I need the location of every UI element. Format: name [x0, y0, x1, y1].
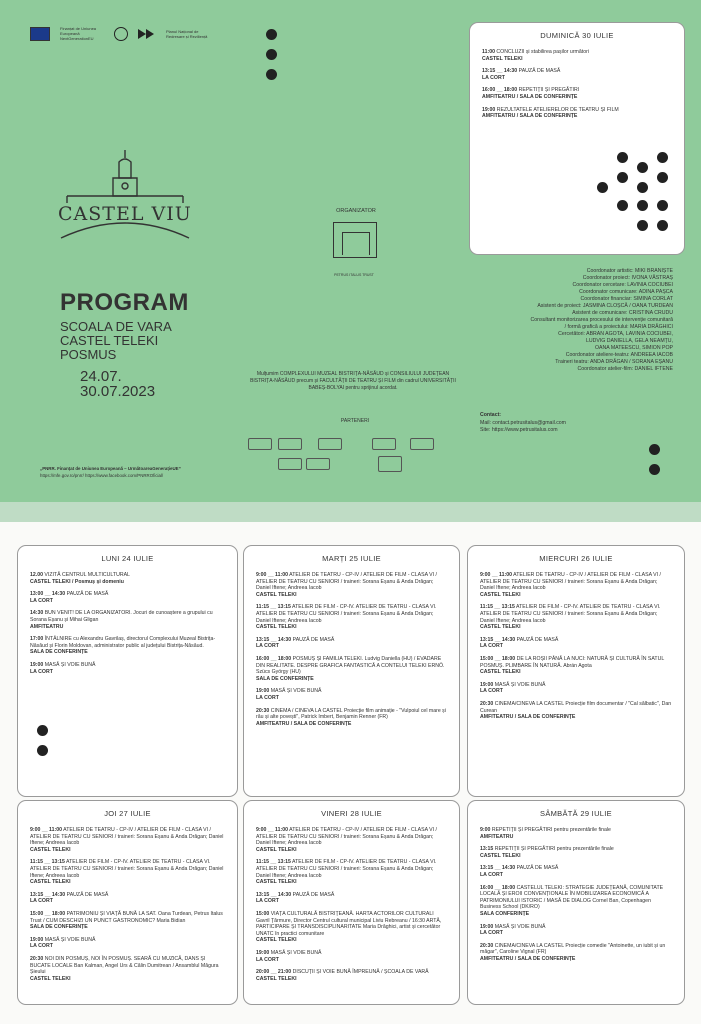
day-title: LUNI 24 IULIE	[101, 554, 154, 563]
event-location: AMFITEATRU	[480, 833, 514, 840]
schedule-event	[480, 924, 672, 937]
event-time: 20:30	[256, 707, 270, 714]
schedule-event	[482, 49, 672, 62]
schedule-event	[482, 68, 672, 81]
eu-flag-icon	[30, 27, 50, 41]
schedule-event	[30, 859, 225, 885]
schedule-event	[30, 911, 225, 931]
event-location: SALA DE CONFERINȚE	[30, 924, 88, 931]
event-location: LA CORT	[256, 694, 279, 701]
event-time: 19:00	[480, 681, 494, 688]
schedule-event	[480, 701, 672, 721]
schedule-event	[480, 943, 672, 963]
program-dates	[80, 369, 155, 399]
event-text: PAUZĂ DE MASĂ	[65, 891, 109, 898]
dot-icon	[617, 172, 628, 183]
partner-logo-icon	[306, 458, 330, 470]
event-text: ATELIER DE FILM - CP-IV. ATELIER DE TEATRU - CLASA VI. ATELIER DE TEATRU CU SENIORI / traineri: Sorana Eșanu & Anda Drăgan; Daniel Iftene; Andreea Iacob	[256, 859, 437, 879]
organizer-caption: PETRUS ITALUS TRUST	[334, 273, 374, 277]
event-time: 11:15 __ 13:15	[256, 604, 291, 611]
event-location: LA CORT	[256, 898, 279, 905]
day-title: MIERCURI 26 IULIE	[539, 554, 613, 563]
coordinator-line: Coordonator atelier-film: DANIEL IFTENE	[577, 366, 673, 372]
coordinator-line: Coordonator cercetare: LAVINIA COCIUBEI	[572, 282, 673, 288]
event-location: CASTEL TELEKI	[482, 55, 523, 62]
event-time: 15:00 __ 18:00	[30, 910, 66, 917]
schedule-event	[256, 892, 447, 905]
program-subtitle	[60, 320, 260, 362]
partner-logo-icon	[378, 456, 402, 472]
dot-icon	[649, 444, 660, 455]
event-time: 11:00	[482, 49, 495, 55]
event-text: NOI DIN POSMUȘ, NOI ÎN POSMUȘ. SEARĂ CU MUZICĂ, DANS ȘI BUCATE LOCALE Ban Kalman, Angel Urs & Călin Dumitrean / Ansamblul Măgura Șieului	[30, 955, 219, 976]
event-location: LA CORT	[30, 898, 53, 905]
event-text: REPETIȚII ȘI PREGĂTIRI pentru prezentările finale	[490, 827, 611, 833]
event-text: POSMUȘ ȘI FAMILIA TELEKI. Ludvig Daniella (HU) / EVADARE DIN REALITATE. DESPRE GRAFICA FANTASTICĂ A CONTELUI TELEKI ERNŐ. Szücs György (HU)	[256, 655, 445, 676]
dot-icon	[266, 69, 277, 80]
event-location: CASTEL TELEKI	[256, 591, 297, 598]
event-text: CINEMA/CINEVA LA CASTEL Proiecție film documentar / "Cal sălbatic", Dan Curean	[480, 700, 672, 714]
event-time: 13:00 __ 14:30	[30, 591, 66, 598]
dot-icon	[657, 200, 668, 211]
event-time: 9:00	[480, 827, 491, 833]
event-time: 11:15 __ 13:15	[480, 604, 515, 611]
event-location: LA CORT	[480, 871, 503, 878]
partner-logo-icon	[278, 458, 302, 470]
footer	[40, 466, 260, 479]
schedule-event	[256, 688, 447, 701]
subtitle-line: CASTEL TELEKI	[60, 333, 159, 348]
schedule-event	[256, 911, 447, 944]
program-title: PROGRAM	[60, 289, 189, 316]
event-text: MASĂ ȘI VOIE BUNĂ	[493, 681, 546, 688]
event-time: 19:00	[30, 936, 44, 943]
pnrr-text: Planul Național de Redresare și Reziliență	[166, 28, 208, 39]
organizer-label: ORGANIZATOR	[336, 208, 376, 214]
event-text: PAUZĂ DE MASĂ	[291, 891, 335, 898]
event-time: 20:30	[30, 955, 44, 962]
event-time: 13:15 __ 14:30	[480, 865, 516, 872]
coordinator-line: Coordonator financiar: SIMINA CORLAT	[580, 296, 673, 302]
day-card-tuesday	[243, 545, 460, 797]
romania-crest-icon	[114, 27, 128, 41]
event-location: SALA DE CONFERINȚE	[256, 675, 314, 682]
event-time: 19:00	[256, 688, 270, 695]
event-text: REPETIȚII ȘI PREGĂTIRI	[517, 87, 580, 94]
event-location: CASTEL TELEKI	[256, 624, 297, 631]
schedule-event	[256, 708, 447, 728]
event-location: LA CORT	[30, 668, 53, 675]
event-text: DE LA ROȘII PÂNĂ LA NUCI: NATURĂ ȘI CULTURĂ ÎN SATUL POSMUȘ. PLIMBARE ÎN NATURĂ. Abrán Agota	[480, 655, 665, 669]
dot-icon	[266, 49, 277, 60]
event-text: DISCUȚII ȘI VOIE BUNĂ ÎMPREUNĂ / ȘCOALA DE VARĂ	[291, 969, 429, 976]
dot-icon	[657, 220, 668, 231]
event-text: PAUZĂ DE MASĂ	[291, 636, 335, 643]
event-location: AMFITEATRU / SALA DE CONFERINȚE	[256, 720, 352, 727]
event-time: 20:30	[480, 700, 494, 707]
event-time: 17:00	[30, 636, 44, 643]
event-time: 12.00	[30, 572, 43, 578]
dot-icon	[617, 200, 628, 211]
event-location: LA CORT	[256, 643, 279, 650]
event-location: LA CORT	[482, 74, 505, 81]
schedule-event	[480, 572, 672, 598]
schedule-event	[480, 846, 672, 859]
schedule-event	[30, 610, 225, 630]
event-text: ÎNTÂLNIRE cu Alexandru Gavrilaș, directorul Complexului Muzeal Bistrița-Năsăud și Florin Moldovan, administrator public al județului Bistrița-Năsăud.	[30, 636, 216, 649]
event-text: MASĂ ȘI VOIE BUNĂ	[269, 688, 322, 695]
dot-icon	[637, 162, 648, 173]
organizer-logo-icon	[333, 222, 377, 258]
schedule-event	[30, 591, 225, 604]
event-location: CASTEL TELEKI	[256, 846, 297, 853]
day-title: VINERI 28 IULIE	[321, 809, 382, 818]
event-location: LA CORT	[30, 597, 53, 604]
day-card-monday	[17, 545, 238, 797]
schedule-event	[480, 865, 672, 878]
event-time: 9:00 __ 11:00	[256, 827, 289, 833]
event-location: CASTEL TELEKI	[480, 669, 521, 676]
schedule-event	[256, 637, 447, 650]
event-time: 13:15 __ 14:30	[482, 68, 518, 75]
dot-icon	[617, 152, 628, 163]
partners-label: PARTENERI	[340, 418, 370, 424]
dot-icon	[637, 220, 648, 231]
coordinators-list	[432, 268, 673, 373]
event-location: SALA DE CONFERINȚE	[30, 649, 88, 656]
coordinator-line: Coordonator artistic: MIKI BRANIȘTE	[586, 268, 673, 274]
coordinator-line: Coordonator ateliere-teatru: ANDREEA IACOB	[565, 352, 673, 358]
date-start: 24.07.	[80, 368, 122, 385]
coordinator-line: Coordonator proiect: IVONA VĂSTRAȘ	[582, 275, 673, 281]
event-text: VIZITĂ CENTRUL MULTICULTURAL	[42, 572, 130, 578]
event-time: 9:00 __ 11:00	[30, 827, 63, 833]
event-text: ATELIER DE TEATRU - CP-IV / ATELIER DE FILM - CLASA VI / ATELIER DE TEATRU CU SENIORI / traineri: Sorana Eșanu & Anda Drăgan; Daniel Iftene; Andreea Iacob	[30, 827, 224, 847]
dot-icon	[657, 152, 668, 163]
event-time: 20:00 __ 21:00	[256, 969, 292, 976]
event-time: 13:15 __ 14:30	[30, 891, 66, 898]
event-text: CONCLUZII și stabilirea pașilor următori	[494, 49, 589, 55]
event-time: 11:15 __ 13:15	[256, 859, 291, 866]
dot-icon	[37, 725, 48, 736]
partner-logo-icon	[318, 438, 342, 450]
event-text: CINEMA / CINEVA LA CASTEL Proiecție film animație - "Vulpoiul cel mare și rău și alte povești", Patrick Imbert, Benjamin Renner (FR)	[256, 707, 446, 721]
event-text: ATELIER DE TEATRU - CP-IV / ATELIER DE FILM - CLASA VI / ATELIER DE TEATRU CU SENIORI / traineri: Sorana Eșanu & Anda Drăgan; Daniel Iftene; Andreea Iacob	[256, 827, 437, 847]
dot-icon	[37, 745, 48, 756]
event-location: CASTEL TELEKI	[480, 591, 521, 598]
event-location: LA CORT	[480, 930, 503, 937]
subtitle-line: SCOALA DE VARA	[60, 319, 172, 334]
coordinator-line: Asistent de comunicare: CRISTINA CRUDU	[572, 310, 673, 316]
event-location: AMFITEATRU / SALA DE CONFERINȚE	[480, 714, 576, 721]
event-time: 19:00	[256, 949, 270, 956]
dot-icon	[649, 464, 660, 475]
event-text: ATELIER DE FILM - CP-IV. ATELIER DE TEATRU - CLASA VI. ATELIER DE TEATRU CU SENIORI / traineri: Sorana Eșanu & Anda Drăgan; Daniel Iftene; Andreea Iacob	[30, 859, 224, 879]
event-time: 16:00 __ 18:00	[480, 884, 516, 891]
schedule-event	[256, 969, 447, 982]
event-location: SALA CONFERINȚE	[480, 910, 530, 917]
event-text: MASĂ ȘI VOIE BUNĂ	[43, 936, 96, 943]
dot-icon	[657, 172, 668, 183]
event-location: LA CORT	[30, 943, 53, 950]
event-text: PATRIMONIU ȘI VIAȚĂ BUNĂ LA SAT. Oana Turdean, Petrus Italus Trust / CUM DESCHIZI UN PUNCT GASTRONOMIC? Maria Bidian	[30, 910, 223, 924]
schedule-event	[480, 682, 672, 695]
event-time: 19:00	[480, 923, 494, 930]
event-location: CASTEL TELEKI	[480, 624, 521, 631]
event-location: AMFITEATRU / SALA DE CONFERINȚE	[480, 955, 576, 962]
schedule-event	[480, 656, 672, 676]
day-card-friday	[243, 800, 460, 1005]
event-text: VIAȚA CULTURALĂ BISTRIȚEANĂ. HARTA ACTORILOR CULTURALI Gavril Țărmure, Director Centrul cultural municipal Liviu Rebreanu / 16:30 ARTĂ, PARTICIPARE ȘI TRANSDISCIPLINARITATE Maria Drăghici, artist și cercetător UNATC în practici comunitare	[256, 910, 442, 937]
dot-icon	[637, 200, 648, 211]
event-time: 20:30	[480, 942, 494, 949]
event-text: REPETIȚII ȘI PREGĂTIRI pentru prezentările finale	[493, 846, 614, 853]
event-location: CASTEL TELEKI / Posmuș și domeniu	[30, 578, 124, 585]
subtitle-line: POSMUS	[60, 347, 117, 362]
coordinator-line: LUDVIG DANIELLA, GELA NEAMȚU,	[585, 338, 673, 344]
event-text: REZULTATELE ATELIERELOR DE TEATRU ȘI FILM	[495, 106, 619, 113]
schedule-event	[482, 87, 672, 100]
schedule-event	[256, 859, 447, 885]
event-text: PAUZĂ DE MASĂ	[515, 636, 559, 643]
event-location: CASTEL TELEKI	[256, 975, 297, 982]
dot-icon	[266, 29, 277, 40]
event-time: 13:15 __ 14:30	[256, 891, 292, 898]
schedule-event	[256, 950, 447, 963]
eu-text: Finanțat de Uniunea Europeană NextGenerationEU	[60, 26, 97, 41]
coordinator-line: Asistent de proiect: JASMINA CLOȘCĂ / OANA TURDEAN	[537, 303, 673, 309]
day-title: SÂMBĂTĂ 29 IULIE	[540, 809, 612, 818]
acknowledgements: Mulțumim COMPLEXULUI MUZEAL BISTRIȚA-NĂSĂUD și CONSILIULUI JUDEȚEAN BISTRIȚA-NĂSĂUD precum și FACULTĂȚII DE TEATRU ȘI FILM din cadrul UNIVERSITĂȚII BABEȘ-BOLYAI pentru sprijinul acordat.	[250, 371, 456, 391]
event-location: LA CORT	[480, 643, 503, 650]
event-location: CASTEL TELEKI	[30, 846, 71, 853]
footer-line: „PNRR. Finanțat de Uniunea Europeană – UrmătoareaGenerațieUE”	[40, 466, 181, 471]
day-title: DUMINICĂ 30 IULIE	[540, 31, 614, 40]
event-time: 13:15	[480, 846, 494, 853]
partner-logo-icon	[372, 438, 396, 450]
schedule-event	[480, 637, 672, 650]
footer-links[interactable]: https://mfe.gov.ro/pnrr/ https://www.facebook.com/PNRROficial/	[40, 472, 164, 478]
event-location: CASTEL TELEKI	[30, 879, 71, 886]
castle-logo-icon	[55, 148, 195, 248]
schedule-event	[480, 885, 672, 918]
event-time: 16:00 __ 18:00	[256, 655, 292, 662]
coordinator-line: / formă grafică a proiectului: MARIA DRĂGHICI	[564, 324, 673, 330]
event-location: CASTEL TELEKI	[30, 975, 71, 982]
contact-label: Contact:	[480, 412, 502, 418]
partner-logo-icon	[248, 438, 272, 450]
event-text: MASĂ ȘI VOIE BUNĂ	[43, 661, 96, 668]
coordinator-line: Cercetători: ABRAN AGOTA, LAVINIA COCIUBEI,	[558, 331, 673, 337]
schedule-event	[256, 656, 447, 682]
event-location: LA CORT	[256, 956, 279, 963]
event-text: MASĂ ȘI VOIE BUNĂ	[493, 923, 546, 930]
event-time: 11:15 __ 13:15	[30, 859, 65, 866]
day-card-saturday	[467, 800, 685, 1005]
event-location: CASTEL TELEKI	[480, 852, 521, 859]
dot-icon	[597, 182, 608, 193]
event-text: PAUZĂ DE MASĂ	[517, 68, 561, 75]
day-title: JOI 27 IULIE	[104, 809, 151, 818]
partner-logo-icon	[278, 438, 302, 450]
event-text: CINEMA/CINEVA LA CASTEL Proiecție comedie "Antoinette, un iubit și un măgar", Caroline Vignal (FR)	[480, 942, 666, 956]
day-title: MARȚI 25 IULIE	[322, 554, 381, 563]
event-time: 13:15 __ 14:30	[480, 636, 516, 643]
event-location: AMFITEATRU	[30, 623, 64, 630]
event-time: 15:00 __ 18:00	[480, 655, 516, 662]
schedule-event	[256, 604, 447, 630]
schedule-event	[30, 662, 225, 675]
schedule-event	[30, 636, 225, 656]
event-time: 14:30	[30, 610, 44, 617]
event-text: MASĂ ȘI VOIE BUNĂ	[269, 949, 322, 956]
schedule-event	[30, 572, 225, 585]
coordinator-line: OANA MATEESCU, SIMION POP	[594, 345, 673, 351]
dot-icon	[637, 182, 648, 193]
event-time: 9:00 __ 11:00	[256, 572, 289, 578]
contact-site[interactable]: Site: https://www.petrusitalus.com	[480, 427, 558, 433]
contact-block	[480, 412, 670, 435]
partner-logo-icon	[410, 438, 434, 450]
coordinator-line: Traineri teatru: ANDA DRĂGAN / SORANA EȘANU	[555, 359, 673, 365]
event-time: 19:00	[30, 661, 44, 668]
divider-strip	[0, 502, 701, 522]
event-location: CASTEL TELEKI	[256, 937, 297, 944]
schedule-event	[482, 107, 672, 120]
pnrr-icon	[138, 28, 156, 40]
schedule-event	[30, 956, 225, 982]
event-time: 9:00 __ 11:00	[480, 572, 513, 578]
event-text: ATELIER DE FILM - CP-IV. ATELIER DE TEATRU - CLASA VI. ATELIER DE TEATRU CU SENIORI / traineri: Sorana Eșanu & Anda Drăgan; Daniel Iftene; Andreea Iacob	[480, 604, 661, 624]
event-text: ATELIER DE TEATRU - CP-IV / ATELIER DE FILM - CLASA VI / ATELIER DE TEATRU CU SENIORI / traineri: Sorana Eșanu & Anda Drăgan; Daniel Iftene; Andreea Iacob	[480, 572, 661, 592]
schedule-event	[480, 827, 672, 840]
event-location: CASTEL TELEKI	[256, 879, 297, 886]
brand-title: CASTEL VIU	[58, 203, 192, 225]
schedule-event	[30, 937, 225, 950]
coordinator-line: Coordonator comunicare: ADINA PAȘCA	[579, 289, 673, 295]
coordinator-line: Consultant monitorizarea procesului de intervenție comunitară	[530, 317, 673, 323]
event-text: CASTELUL TELEKI: STRATEGIE JUDEȚEANĂ, COMUNITATE LOCALĂ ȘI EROII CONVENȚIONALE ÎN MOBILIZAREA ECONOMICĂ A PATRIMONIULUI ISTORIC / MASĂ DE DIALOG Cornel Ban, Copenhagen Business School (DK/RO)	[480, 884, 664, 911]
event-text: PAUZĂ DE MASĂ	[65, 591, 109, 598]
schedule-event	[256, 572, 447, 598]
day-card-thursday	[17, 800, 238, 1005]
event-time: 19:00	[482, 106, 496, 113]
event-location: AMFITEATRU / SALA DE CONFERINȚE	[482, 113, 578, 120]
contact-mail[interactable]: Mail: contact.petrusitalus@gmail.com	[480, 419, 566, 426]
event-text: ATELIER DE TEATRU - CP-IV / ATELIER DE FILM - CLASA VI / ATELIER DE TEATRU CU SENIORI / traineri: Sorana Eșanu & Anda Drăgan; Daniel Iftene; Andreea Iacob	[256, 572, 437, 592]
event-time: 16:00 __ 18:00	[482, 87, 518, 94]
event-location: LA CORT	[480, 688, 503, 695]
schedule-event	[30, 827, 225, 853]
schedule-event	[30, 892, 225, 905]
funding-logos	[30, 26, 210, 41]
date-end: 30.07.2023	[80, 383, 156, 400]
event-text: ATELIER DE FILM - CP-IV. ATELIER DE TEATRU - CLASA VI. ATELIER DE TEATRU CU SENIORI / traineri: Sorana Eșanu & Anda Drăgan; Daniel Iftene; Andreea Iacob	[256, 604, 437, 624]
schedule-event	[256, 827, 447, 853]
event-location: AMFITEATRU / SALA DE CONFERINȚE	[482, 93, 578, 100]
event-time: 13:15 __ 14:30	[256, 636, 292, 643]
event-text: BUN VENIT! DE LA ORGANIZATORI. Jocuri de cunoaștere a grupului cu Sorana Eșanu și Mihai Gligan	[30, 610, 213, 623]
schedule-event	[480, 604, 672, 630]
day-card-sunday	[469, 22, 685, 255]
event-text: PAUZĂ DE MASĂ	[515, 865, 559, 872]
day-card-wednesday	[467, 545, 685, 797]
event-time: 15:00	[256, 910, 270, 917]
